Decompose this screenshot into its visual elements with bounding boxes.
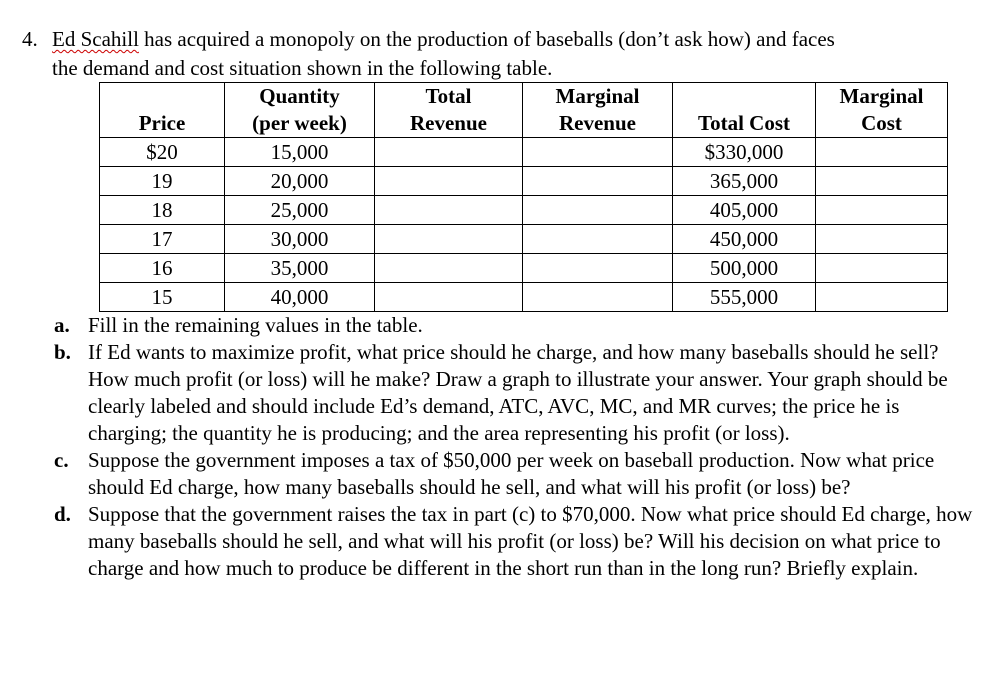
demand-cost-table <box>99 82 948 312</box>
cell-price: 17 <box>100 225 225 254</box>
table-row <box>100 196 948 225</box>
question-line-1-text: has acquired a monopoly on the production of baseballs (don’t ask how) and faces <box>138 27 835 51</box>
cell-price: 19 <box>100 167 225 196</box>
header-total-revenue: Total Revenue <box>375 83 523 138</box>
part-label: d. <box>54 502 71 526</box>
table-row <box>100 225 948 254</box>
header-marginal-revenue: Marginal Revenue <box>523 83 673 138</box>
header-price: Price <box>100 83 225 138</box>
table-row <box>100 283 948 312</box>
cell-marginal-cost <box>816 225 948 254</box>
cell-marginal-revenue <box>523 225 673 254</box>
cell-marginal-cost <box>816 138 948 167</box>
table-row <box>100 254 948 283</box>
cell-marginal-cost <box>816 196 948 225</box>
part-label: c. <box>54 448 69 472</box>
cell-total-cost: $330,000 <box>673 138 816 167</box>
cell-marginal-revenue <box>523 283 673 312</box>
cell-marginal-cost <box>816 254 948 283</box>
spellcheck-name: Ed Scahill <box>52 27 139 51</box>
cell-marginal-cost <box>816 283 948 312</box>
cell-total-revenue <box>375 254 523 283</box>
question-parts <box>54 312 974 582</box>
cell-price: $20 <box>100 138 225 167</box>
cell-quantity: 40,000 <box>225 283 375 312</box>
part-c <box>54 447 974 501</box>
cell-quantity: 20,000 <box>225 167 375 196</box>
part-d <box>54 501 974 582</box>
table-header-row <box>100 83 948 138</box>
cell-quantity: 25,000 <box>225 196 375 225</box>
part-text: Suppose the government imposes a tax of $50,000 per week on baseball production. Now what price should Ed charge, how many baseballs should he sell, and what will his profit (or loss) be? <box>88 448 935 499</box>
cell-total-cost: 405,000 <box>673 196 816 225</box>
question-number: 4. <box>22 27 38 51</box>
header-quantity: Quantity (per week) <box>225 83 375 138</box>
cell-total-revenue <box>375 283 523 312</box>
question-line-1 <box>52 26 835 52</box>
cell-quantity: 35,000 <box>225 254 375 283</box>
cell-marginal-revenue <box>523 254 673 283</box>
question-line-2: the demand and cost situation shown in the following table. <box>52 56 553 80</box>
cell-total-revenue <box>375 138 523 167</box>
cell-price: 15 <box>100 283 225 312</box>
table-row <box>100 167 948 196</box>
cell-marginal-revenue <box>523 138 673 167</box>
cell-price: 18 <box>100 196 225 225</box>
cell-price: 16 <box>100 254 225 283</box>
header-total-cost: Total Cost <box>673 83 816 138</box>
header-marginal-cost: Marginal Cost <box>816 83 948 138</box>
cell-total-cost: 555,000 <box>673 283 816 312</box>
part-label: a. <box>54 313 70 337</box>
part-text: If Ed wants to maximize profit, what price should he charge, and how many baseballs should he sell? How much profit (or loss) will he make? Draw a graph to illustrate your answer. Your graph should be clearly labeled and should include Ed’s demand, ATC, AVC, MC, and MR curves; the price he is charging; the quantity he is producing; and the area representing his profit (or loss). <box>88 340 948 445</box>
cell-total-cost: 450,000 <box>673 225 816 254</box>
cell-total-revenue <box>375 196 523 225</box>
cell-marginal-revenue <box>523 167 673 196</box>
cell-total-cost: 500,000 <box>673 254 816 283</box>
part-b <box>54 339 974 447</box>
cell-quantity: 15,000 <box>225 138 375 167</box>
cell-total-revenue <box>375 225 523 254</box>
cell-quantity: 30,000 <box>225 225 375 254</box>
table-row <box>100 138 948 167</box>
part-label: b. <box>54 340 71 364</box>
part-text: Fill in the remaining values in the table. <box>88 313 423 337</box>
cell-total-revenue <box>375 167 523 196</box>
part-a <box>54 312 974 339</box>
cell-marginal-cost <box>816 167 948 196</box>
cell-marginal-revenue <box>523 196 673 225</box>
part-text: Suppose that the government raises the tax in part (c) to $70,000. Now what price should Ed charge, how many baseballs should he sell, and what will his profit (or loss) be? Will his decision on what price to charge and how much to produce be different in the short run than in the long run? Briefly explain. <box>88 502 973 580</box>
cell-total-cost: 365,000 <box>673 167 816 196</box>
